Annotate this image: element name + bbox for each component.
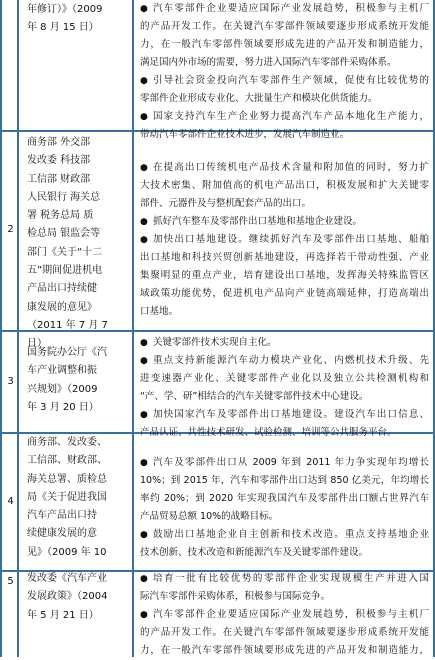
row-number: 5 xyxy=(7,576,14,587)
content-line: 汽车零部件企业要适应国际产业发展趋势，积极参与主机厂 xyxy=(153,609,429,620)
bullet-icon: ● xyxy=(140,76,148,86)
policy-cell xyxy=(19,132,134,350)
row-number: 4 xyxy=(7,496,14,507)
policy-line: 汽车产品出口持 xyxy=(27,510,97,522)
policy-line: 发改委《汽车产业 xyxy=(27,573,107,584)
row-number-cell xyxy=(2,132,19,330)
policy-line: 年 8 月 15 日） xyxy=(27,22,99,34)
content-line: 抓好汽车整车及零部件出口基地和基地企业建设。 xyxy=(153,216,363,227)
policy-line: 产品出口持续健 xyxy=(27,283,97,295)
content-line: 大技术密集、附加值高的机电产品出口，积极发展和扩大关键零 xyxy=(140,180,429,191)
content-line: 进变速器产业化、关键零部件产业化以及独立公共检测机构和 xyxy=(140,373,429,384)
policy-line: 工信部、财政部、 xyxy=(27,455,107,467)
policy-line: 年修订）》（2009 xyxy=(27,4,103,15)
content-line: 技术创新、技术改造和新能源汽车及关键零部件建设。 xyxy=(140,547,369,558)
policy-line: 续健康发展的意 xyxy=(27,528,97,540)
content-line: 带动汽车零部件企业技术进步，发展汽车制造业。 xyxy=(140,129,350,140)
content-cell xyxy=(134,332,433,438)
policy-line: 局《关于促进我国 xyxy=(27,491,107,503)
content-line: 集聚明显的重点产业，培育建设出口基地，发挥海关特殊监管区 xyxy=(140,270,429,281)
policy-line: 日） xyxy=(27,338,47,350)
content-line: 加快出口基地建设。继续抓好汽车及零部件出口基地、船舶 xyxy=(153,234,429,245)
content-line: 力，在一般汽车零部件领域要形成先进的产品开发和制造能力， xyxy=(140,645,429,656)
row-number-cell xyxy=(2,572,19,657)
content-line: 满足国内外市场的需要，努力进入国际汽车零部件采购体系。 xyxy=(140,57,397,68)
policy-text xyxy=(27,134,131,354)
bullet-icon: ● xyxy=(140,217,148,227)
bullet-icon: ● xyxy=(140,410,148,420)
policy-line: 工信部 财政部 xyxy=(27,173,91,185)
policy-line: 发展政策》（2004 xyxy=(27,591,108,603)
policy-line: 年 3 月 20 日） xyxy=(27,401,99,413)
content-line: 的产品开发工作。在关键汽车零部件领域要逐步形成系统开发能 xyxy=(140,21,429,32)
content-cell xyxy=(134,572,433,657)
bullet-icon: ● xyxy=(140,338,148,348)
row-number: 2 xyxy=(7,224,14,235)
content-line: 产品贸易总额 10%的战略目标。 xyxy=(140,511,279,522)
policy-line: （2011 年 7 月 7 xyxy=(27,319,108,331)
content-line: 汽车零部件企业要适应国际产业发展趋势，积极参与主机厂 xyxy=(153,3,429,14)
content-line: 力，在一般汽车零部件领域要形成先进的产品开发和制造能力， xyxy=(140,39,429,50)
table-row xyxy=(2,332,433,438)
bullet-icon: ● xyxy=(140,112,148,122)
content-line: 率约 20%；到 2020 年实现我国汽车及零部件出口额占世界汽车 xyxy=(140,493,429,504)
content-line: 汽车及零部件出口从 2009 年到 2011 年力争实现年均增长 xyxy=(153,457,429,468)
content-line: 零部件企业形成专业化、大批量生产和模块化供货能力。 xyxy=(140,93,378,104)
content-line: 部件、元器件及与整机配套产品的出口。 xyxy=(140,198,312,209)
policy-text xyxy=(27,570,131,625)
bullet-icon: ● xyxy=(140,574,148,584)
policy-line: 见》（2009 年 10 xyxy=(27,546,107,558)
content-cell xyxy=(134,434,433,570)
row-number-cell xyxy=(2,332,19,432)
content-line: 的产品开发工作。在关键汽车零部件领域要逐步形成系统开发能 xyxy=(140,627,429,638)
policy-line: 五”期间促进机电 xyxy=(27,265,103,277)
row-number-cell xyxy=(2,434,19,570)
content-line: 鼓励出口基地企业自主创新和技术改造。重点支持基地企业 xyxy=(153,529,429,540)
table-row xyxy=(2,434,433,572)
policy-cell xyxy=(19,0,134,130)
policy-line: 年 5 月 21 日） xyxy=(27,609,99,621)
table-row xyxy=(2,0,433,140)
policy-text xyxy=(27,434,131,562)
bullet-icon: ● xyxy=(140,530,148,540)
bullet-icon: ● xyxy=(140,356,148,366)
policy-line: 车产业调整和振 xyxy=(27,365,97,377)
content-line: 域政策功能优势，促进机电产品向产业链高端延伸，打造高端出 xyxy=(140,288,429,299)
content-line: 引导社会资金投向汽车零部件生产领域，促使有比较优势的 xyxy=(153,75,429,86)
bullet-icon: ● xyxy=(140,4,148,14)
content-line: 在提高出口传统机电产品技术含量和附加值的同时，努力扩 xyxy=(153,162,429,173)
content-line: 际汽车零部件采购体系，积极参与国际竞争。 xyxy=(140,591,331,602)
content-line: 培育一批有比较优势的零部件企业实现规模生产并进入国 xyxy=(153,573,429,584)
content-line: 国家支持汽车生产企业努力提高汽车产品本地化生产能力， xyxy=(153,111,429,122)
policy-line: 人民银行 海关总 xyxy=(27,191,101,203)
content-line: “产、学、研”相结合的汽车关键零部件技术中心建设。 xyxy=(140,391,369,402)
content-line: 关键零部件技术实现自主化。 xyxy=(153,337,277,348)
bullet-icon: ● xyxy=(140,163,148,173)
content-line: 出口基地和科技兴贸创新基地建设，再选择若干带动性强、产业 xyxy=(140,252,429,263)
row-number: 3 xyxy=(7,376,14,387)
policy-line: 检总局 银监会等 xyxy=(27,228,101,240)
content-line: 产品认证、共性技术研发、试验检测、培训等公共服务平台。 xyxy=(140,427,397,438)
policy-line: 署 税务总局 质 xyxy=(27,210,94,222)
bullet-icon: ● xyxy=(140,458,148,468)
policy-line: 发改委 科技部 xyxy=(27,155,91,167)
content-line: 加快国家汽车及零部件出口基地建设。建设汽车出口信息、 xyxy=(153,409,429,420)
policy-cell xyxy=(19,332,134,432)
policy-line: 康发展的意见》 xyxy=(27,301,97,313)
policy-text xyxy=(27,344,131,417)
policy-line: 部门《关于“十二 xyxy=(27,246,103,258)
policy-line: 商务部、发改委、 xyxy=(27,437,107,448)
policy-text xyxy=(27,1,131,38)
policy-line: 兴规划》（2009 xyxy=(27,383,98,395)
table-row xyxy=(2,572,433,657)
bullet-icon: ● xyxy=(140,235,148,245)
policy-line: 海关总署、质检总 xyxy=(27,473,107,485)
content-line: 口基地。 xyxy=(140,306,179,317)
bullet-icon: ● xyxy=(140,610,148,620)
content-line: 10%；到 2015 年，汽车和零部件出口达到 850 亿美元，年均增长 xyxy=(140,475,429,486)
policy-cell xyxy=(19,434,134,570)
policy-line: 商务部 外交部 xyxy=(27,137,91,148)
content-cell xyxy=(134,0,433,140)
policy-cell xyxy=(19,572,134,657)
policy-line: 国务院办公厅《汽 xyxy=(27,347,107,358)
row-number-cell xyxy=(2,0,19,130)
content-cell xyxy=(134,132,433,330)
content-line: 重点支持新能源汽车动力模块产业化、内燃机技术升级、先 xyxy=(153,355,429,366)
